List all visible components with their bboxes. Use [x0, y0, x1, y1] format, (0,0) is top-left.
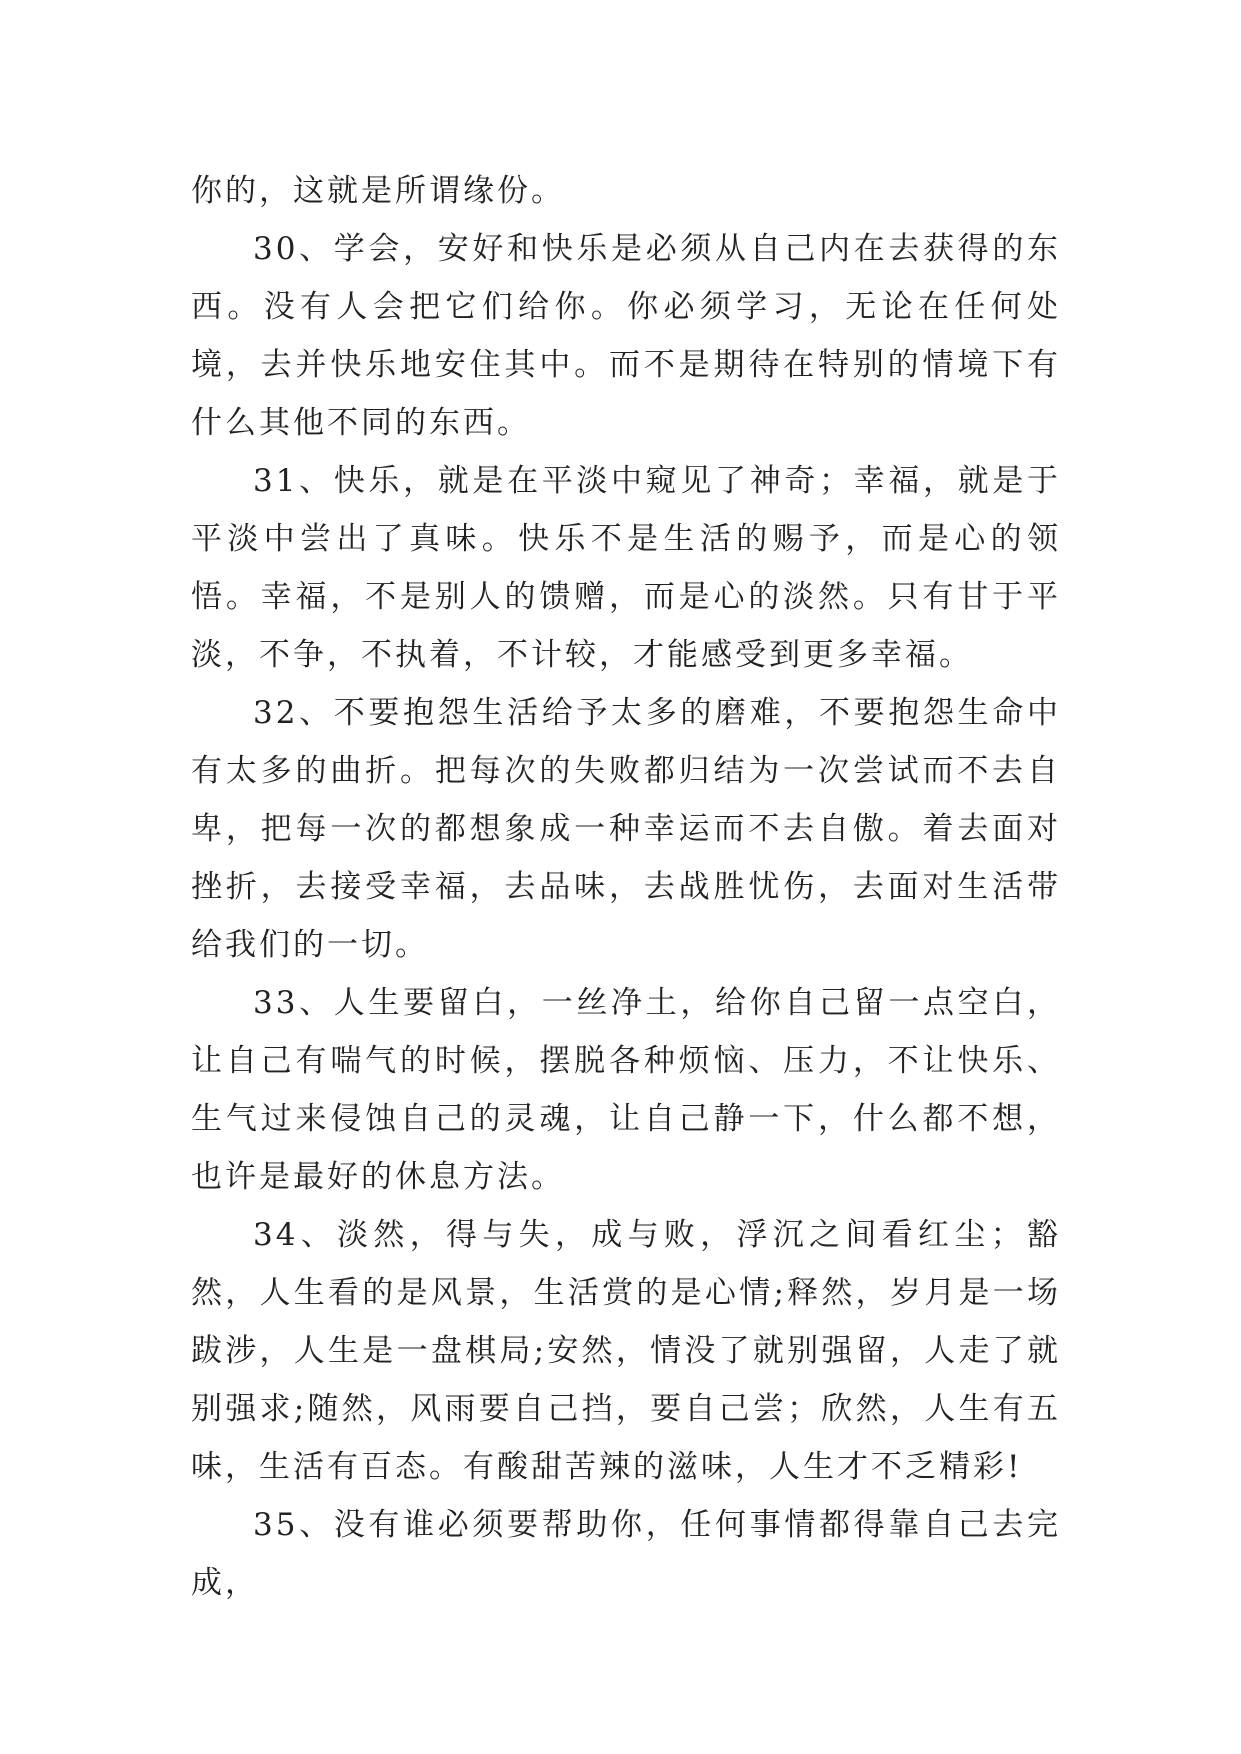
paragraph-35: 35、没有谁必须要帮助你，任何事情都得靠自己去完成，: [191, 1507, 1061, 1601]
paragraph-34: 34、淡然，得与失，成与败，浮沉之间看红尘；豁然，人生看的是风景，生活赏的是心情;释然，岁月是一场跋涉，人生是一盘棋局;安然，情没了就别强留，人走了就别强求;随然，风雨要自己挡，要自己尝；欣然，人生有五味，生活有百态。有酸甜苦辣的滋味，人生才不乏精彩!: [191, 1217, 1061, 1485]
paragraph-30: 30、学会，安好和快乐是必须从自己内在去获得的东西。没有人会把它们给你。你必须学习，无论在任何处境，去并快乐地安住其中。而不是期待在特别的情境下有什么其他不同的东西。: [191, 231, 1061, 441]
paragraph-31: 31、快乐，就是在平淡中窥见了神奇；幸福，就是于平淡中尝出了真味。快乐不是生活的赐予，而是心的领悟。幸福，不是别人的馈赠，而是心的淡然。只有甘于平淡，不争，不执着，不计较，才能感受到更多幸福。: [191, 463, 1061, 673]
document-body: [191, 162, 1061, 1612]
paragraph-32: 32、不要抱怨生活给予太多的磨难，不要抱怨生命中有太多的曲折。把每次的失败都归结为一次尝试而不去自卑，把每一次的都想象成一种幸运而不去自傲。着去面对挫折，去接受幸福，去品味，去战胜忧伤，去面对生活带给我们的一切。: [191, 695, 1061, 963]
paragraph-33: 33、人生要留白，一丝净土，给你自己留一点空白，让自己有喘气的时候，摆脱各种烦恼、压力，不让快乐、生气过来侵蚀自己的灵魂，让自己静一下，什么都不想，也许是最好的休息方法。: [191, 985, 1061, 1195]
paragraph-continuation: 你的，这就是所谓缘份。: [191, 173, 565, 209]
